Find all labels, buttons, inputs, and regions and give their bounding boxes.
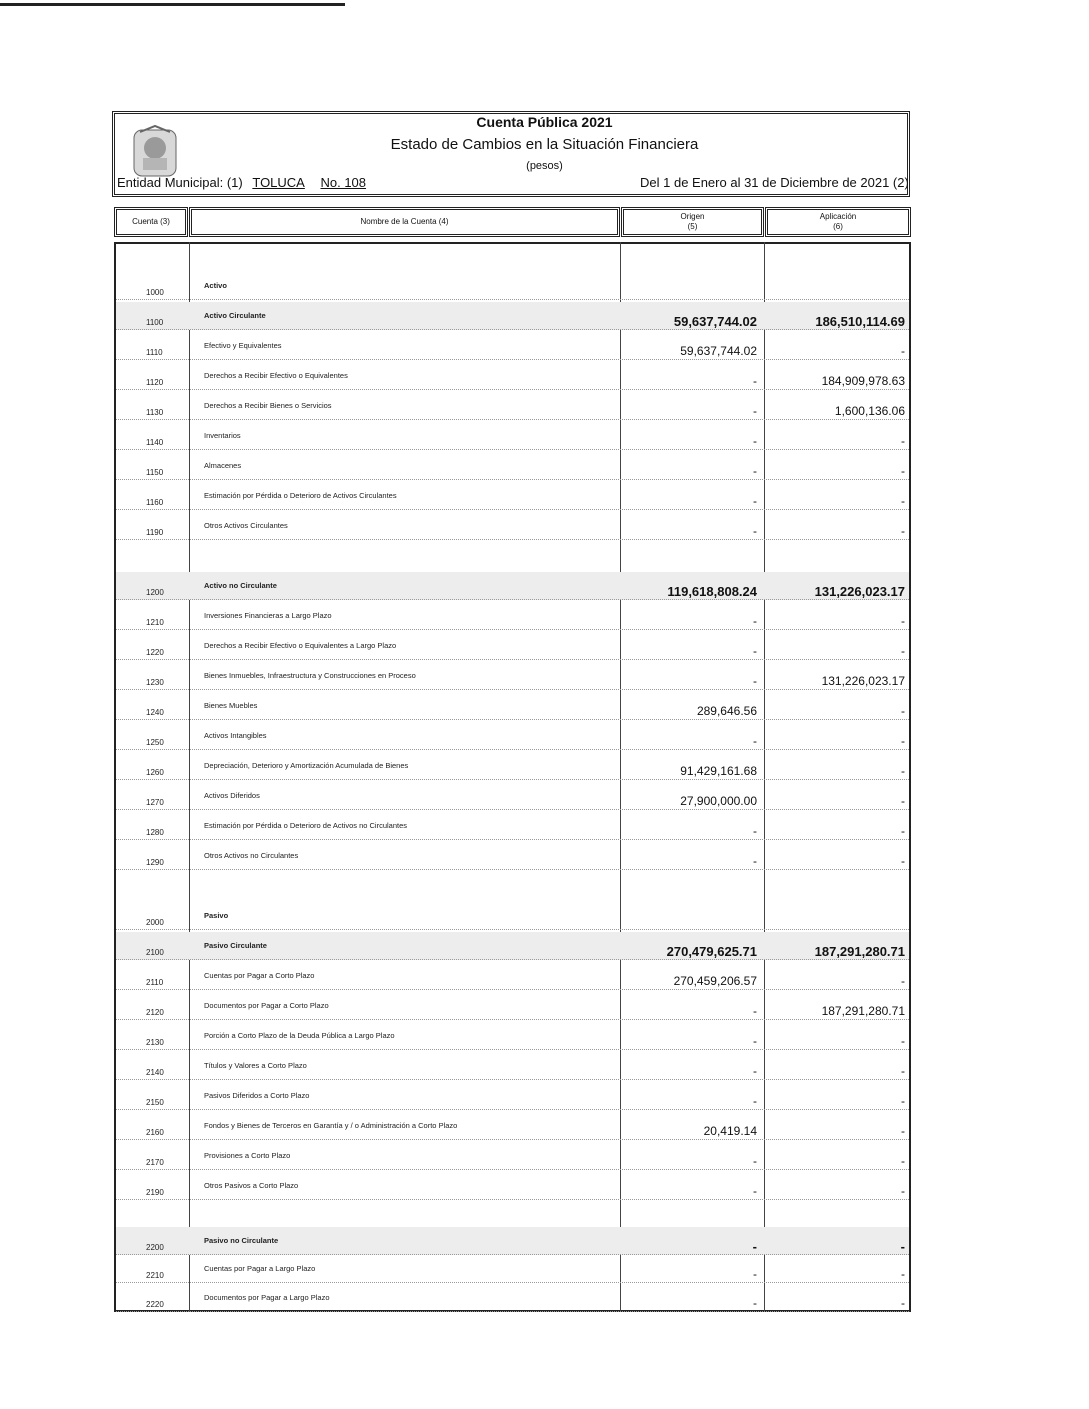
entity-label: Entidad Municipal: (1) — [117, 175, 243, 190]
account-code: 1250 — [146, 738, 164, 747]
account-code: 1200 — [146, 588, 164, 597]
account-code: 1110 — [146, 348, 163, 357]
account-name: Activo no Circulante — [204, 581, 277, 590]
account-code: 2100 — [146, 948, 164, 957]
account-code: 1270 — [146, 798, 164, 807]
aplicacion-value: - — [901, 974, 905, 988]
aplicacion-value: - — [901, 1154, 905, 1168]
origen-value: - — [753, 674, 757, 688]
aplicacion-value: - — [901, 614, 905, 628]
account-name: Depreciación, Deterioro y Amortización Acumulada de Bienes — [204, 761, 409, 770]
origen-value: 27,900,000.00 — [680, 794, 757, 808]
col-header-aplicacion — [765, 207, 911, 237]
account-code: 2190 — [146, 1188, 164, 1197]
aplicacion-value: 184,909,978.63 — [821, 374, 905, 388]
account-code: 2150 — [146, 1098, 164, 1107]
account-code: 2000 — [146, 918, 164, 927]
col-header-origen — [621, 207, 764, 237]
origen-value: 270,459,206.57 — [673, 974, 757, 988]
col-header-nombre-label: Nombre de la Cuenta (4) — [360, 217, 449, 226]
col-header-cuenta-label: Cuenta (3) — [132, 217, 170, 226]
origen-value: - — [753, 374, 757, 388]
origen-value: 20,419.14 — [703, 1124, 757, 1138]
account-code: 1240 — [146, 708, 164, 717]
aplicacion-value: - — [901, 1034, 905, 1048]
col-header-cuenta — [114, 207, 188, 237]
origen-value: - — [753, 1184, 757, 1198]
origen-value: - — [753, 1004, 757, 1018]
aplicacion-value: - — [901, 1124, 905, 1138]
origen-value: 59,637,744.02 — [673, 314, 757, 329]
col-header-origen-ref: (5) — [687, 222, 698, 231]
origen-value: 91,429,161.68 — [680, 764, 757, 778]
account-name: Pasivo Circulante — [204, 941, 267, 950]
account-name: Porción a Corto Plazo de la Deuda Pública a Largo Plazo — [204, 1031, 395, 1040]
entity-line — [117, 175, 476, 190]
account-code: 1100 — [146, 318, 164, 327]
account-name: Documentos por Pagar a Largo Plazo — [204, 1293, 330, 1302]
origen-value: 119,618,808.24 — [667, 584, 757, 599]
aplicacion-value: - — [901, 1184, 905, 1198]
account-code: 1230 — [146, 678, 164, 687]
entity-name: TOLUCA — [252, 175, 305, 190]
origen-value: - — [753, 614, 757, 628]
account-name: Títulos y Valores a Corto Plazo — [204, 1061, 307, 1070]
aplicacion-value: - — [901, 434, 905, 448]
account-code: 1000 — [146, 288, 164, 297]
origen-value: 59,637,744.02 — [680, 344, 757, 358]
account-name: Bienes Inmuebles, Infraestructura y Construcciones en Proceso — [204, 671, 416, 680]
col-header-aplicacion-label: Aplicación — [819, 212, 857, 221]
aplicacion-value: - — [901, 464, 905, 478]
origen-value: - — [753, 1034, 757, 1048]
origen-value: 289,646.56 — [696, 704, 757, 718]
origen-value: - — [753, 494, 757, 508]
origen-value: - — [753, 1154, 757, 1168]
account-code: 1160 — [146, 498, 164, 507]
aplicacion-value: - — [901, 494, 905, 508]
account-name: Activo — [204, 281, 227, 290]
account-name: Documentos por Pagar a Corto Plazo — [204, 1001, 329, 1010]
origen-value: - — [753, 734, 757, 748]
account-code: 1190 — [146, 528, 164, 537]
origen-value: - — [753, 644, 757, 658]
municipal-seal-icon — [128, 124, 182, 182]
origen-value: - — [753, 1296, 757, 1310]
aplicacion-value: - — [901, 1267, 905, 1281]
account-name: Provisiones a Corto Plazo — [204, 1151, 291, 1160]
entity-number: No. 108 — [320, 175, 367, 190]
aplicacion-value: 186,510,114.69 — [815, 314, 905, 329]
aplicacion-value: - — [901, 1296, 905, 1310]
account-code: 2200 — [146, 1243, 164, 1252]
account-code: 1280 — [146, 828, 164, 837]
account-name: Activos Diferidos — [204, 791, 260, 800]
origen-value: - — [753, 1267, 757, 1281]
account-code: 2220 — [146, 1300, 164, 1309]
origen-value: - — [752, 1239, 757, 1254]
col-header-origen-label: Origen — [680, 212, 705, 221]
account-code: 2140 — [146, 1068, 164, 1077]
account-code: 1140 — [146, 438, 164, 447]
account-name: Derechos a Recibir Efectivo o Equivalentes — [204, 371, 348, 380]
account-code: 1120 — [146, 378, 164, 387]
aplicacion-value: 131,226,023.17 — [821, 674, 905, 688]
origen-value: - — [753, 404, 757, 418]
account-code: 1130 — [146, 408, 164, 417]
account-name: Derechos a Recibir Bienes o Servicios — [204, 401, 332, 410]
col-header-aplicacion-ref: (6) — [833, 222, 843, 231]
aplicacion-value: 187,291,280.71 — [821, 1004, 905, 1018]
account-code: 1290 — [146, 858, 164, 867]
account-name: Activo Circulante — [204, 311, 266, 320]
top-rule — [0, 3, 345, 6]
aplicacion-value: 1,600,136.06 — [834, 404, 905, 418]
account-name: Pasivo — [204, 911, 229, 920]
account-name: Cuentas por Pagar a Largo Plazo — [204, 1264, 316, 1273]
account-name: Pasivo no Circulante — [204, 1236, 279, 1245]
account-name: Estimación por Pérdida o Deterioro de Activos Circulantes — [204, 491, 397, 500]
account-name: Estimación por Pérdida o Deterioro de Activos no Circulantes — [204, 821, 408, 830]
aplicacion-value: - — [901, 794, 905, 808]
account-name: Inversiones Financieras a Largo Plazo — [204, 611, 332, 620]
aplicacion-value: - — [901, 1094, 905, 1108]
origen-value: - — [753, 464, 757, 478]
aplicacion-value: 187,291,280.71 — [814, 944, 905, 959]
origen-value: - — [753, 854, 757, 868]
account-name: Efectivo y Equivalentes — [204, 341, 282, 350]
origen-value: - — [753, 1064, 757, 1078]
report-subtitle: Estado de Cambios en la Situación Financiera — [390, 136, 699, 153]
account-name: Inventarios — [204, 431, 241, 440]
table-row — [116, 902, 909, 930]
account-code: 2130 — [146, 1038, 164, 1047]
report-title: Cuenta Pública 2021 — [476, 114, 613, 130]
origen-value: - — [753, 824, 757, 838]
account-code: 2170 — [146, 1158, 164, 1167]
account-name: Derechos a Recibir Efectivo o Equivalentes a Largo Plazo — [204, 641, 397, 650]
aplicacion-value: - — [901, 524, 905, 538]
account-name: Activos Intangibles — [204, 731, 267, 740]
account-name: Bienes Muebles — [204, 701, 258, 710]
account-name: Cuentas por Pagar a Corto Plazo — [204, 971, 315, 980]
account-name: Pasivos Diferidos a Corto Plazo — [204, 1091, 310, 1100]
origen-value: - — [753, 1094, 757, 1108]
aplicacion-value: - — [900, 1239, 905, 1254]
account-name: Otros Pasivos a Corto Plazo — [204, 1181, 299, 1190]
account-name: Almacenes — [204, 461, 242, 470]
account-code: 2210 — [146, 1271, 164, 1280]
account-name: Otros Activos no Circulantes — [204, 851, 299, 860]
account-code: 1260 — [146, 768, 164, 777]
aplicacion-value: - — [901, 644, 905, 658]
col-header-nombre — [189, 207, 620, 237]
account-code: 1210 — [146, 618, 164, 627]
origen-value: 270,479,625.71 — [666, 944, 757, 959]
aplicacion-value: - — [901, 854, 905, 868]
report-units: (pesos) — [526, 160, 563, 172]
aplicacion-value: - — [901, 344, 905, 358]
table-row — [116, 272, 909, 300]
aplicacion-value: - — [901, 704, 905, 718]
account-code: 2160 — [146, 1128, 164, 1137]
account-code: 1150 — [146, 468, 164, 477]
account-code: 1220 — [146, 648, 164, 657]
account-name: Fondos y Bienes de Terceros en Garantía y / o Administración a Corto Plazo — [204, 1121, 458, 1130]
account-code: 2120 — [146, 1008, 164, 1017]
origen-value: - — [753, 524, 757, 538]
report-period: Del 1 de Enero al 31 de Diciembre de 2021 (2) — [640, 175, 909, 190]
account-code: 2110 — [146, 978, 164, 987]
origen-value: - — [753, 434, 757, 448]
aplicacion-value: - — [901, 824, 905, 838]
aplicacion-value: - — [901, 734, 905, 748]
aplicacion-value: 131,226,023.17 — [814, 584, 905, 599]
aplicacion-value: - — [901, 1064, 905, 1078]
account-name: Otros Activos Circulantes — [204, 521, 288, 530]
aplicacion-value: - — [901, 764, 905, 778]
